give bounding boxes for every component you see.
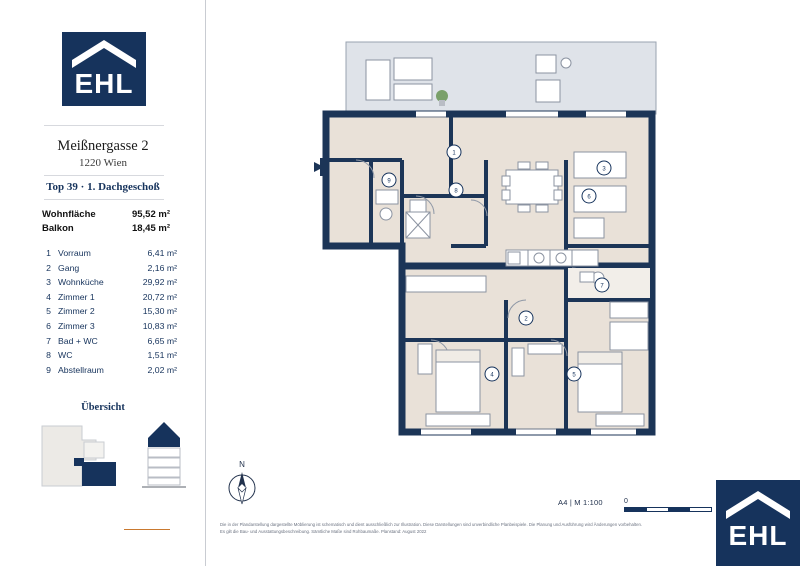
disclaimer-line-1: Die in der Plandarstellung dargestellte Möblierung ist schematisch und dient ausschließlich zur Illustration. Diese Darstellungen sind unverbindliche Planbeispiele. Die Planung und Ausführung wird Änderungen vorbehalten. [220,522,643,527]
project-city: 1220 Wien [79,157,127,169]
room-area: 6,41 m² [147,248,177,258]
room-area: 15,30 m² [142,306,177,317]
room-legend-item [37,334,177,349]
area-row [42,208,170,222]
room-area: 2,16 m² [147,262,177,273]
corner-logo-text: EHL [728,520,788,551]
scale-seg [625,508,647,511]
plan-drawing [206,0,800,566]
area-summary [42,208,170,236]
overview-elevation [140,420,188,492]
scale-seg [647,508,669,511]
divider-3 [44,199,164,200]
ehl-house-logo-icon [71,39,137,69]
room-legend-item [37,304,177,319]
area-value: 18,45 m² [131,223,170,234]
room-legend-item [37,363,177,378]
logo-text: EHL [74,68,134,99]
ehl-corner-logo [716,480,800,566]
area-value: 95,52 m² [131,209,170,220]
room-number: 5 [46,306,51,317]
compass-icon [220,458,264,508]
svg-text:1: 1 [452,150,456,157]
ehl-logo [62,32,146,106]
room-number: 8 [46,350,51,361]
room-name: Wohnküche [58,277,104,288]
scale-seg [690,508,712,511]
room-name: Gang [58,262,80,273]
room-name: Zimmer 3 [58,320,95,331]
scale-format: A4 | M 1:100 [558,498,603,507]
divider-4 [124,529,170,530]
room-area: 10,83 m² [142,320,177,331]
room-number: 7 [46,335,51,346]
overview-site-plan [40,420,120,492]
room-legend-item [37,275,177,290]
floorplan-graphic [206,0,800,520]
disclaimer-text [220,522,680,535]
room-name: Zimmer 1 [58,291,95,302]
overview-title: Übersicht [81,402,125,413]
project-street: Meißnergasse 2 [57,138,149,154]
room-number: 9 [46,364,51,375]
room-name: Vorraum [58,248,91,258]
room-number: 1 [46,248,51,258]
svg-text:7: 7 [600,283,604,290]
area-row [42,222,170,236]
room-name: WC [58,350,73,361]
room-legend-item [37,348,177,363]
room-area: 2,02 m² [147,364,177,375]
scale-bar [624,507,712,512]
room-name: Bad + WC [58,335,98,346]
svg-text:3: 3 [602,166,606,173]
room-number: 6 [46,320,51,331]
svg-text:5: 5 [572,372,576,379]
room-area: 6,65 m² [147,335,177,346]
svg-text:6: 6 [587,194,591,201]
room-number: 4 [46,291,51,302]
svg-text:N: N [239,460,245,469]
room-number: 3 [46,277,51,288]
svg-text:8: 8 [454,188,458,195]
svg-text:2: 2 [524,316,528,323]
room-number: 2 [46,262,51,273]
room-area: 20,72 m² [142,291,177,302]
room-legend [37,246,177,377]
scale-seg [668,508,690,511]
scale-zero-label: 0 [624,498,628,505]
room-legend-item [37,246,177,261]
area-label: Wohnfläche [42,209,96,220]
ehl-house-logo-icon [725,490,791,520]
svg-text:4: 4 [490,372,494,379]
room-area: 29,92 m² [142,277,177,288]
room-name: Abstellraum [58,364,104,375]
room-legend-item [37,319,177,334]
room-area: 1,51 m² [147,350,177,361]
disclaimer-line-2: Es gilt die Bau- und Ausstattungsbeschreibung. Sämtliche Maße sind Rohbaumaße. Planstand: August 2022 [220,528,427,534]
area-label: Balkon [42,223,74,234]
divider-1 [44,125,164,126]
room-legend-item [37,290,177,305]
room-name: Zimmer 2 [58,306,95,317]
room-legend-item [37,261,177,276]
divider-2 [44,175,164,176]
svg-text:9: 9 [387,178,391,185]
info-panel [0,0,206,566]
unit-line: Top 39 · 1. Dachgeschoß [46,181,160,193]
